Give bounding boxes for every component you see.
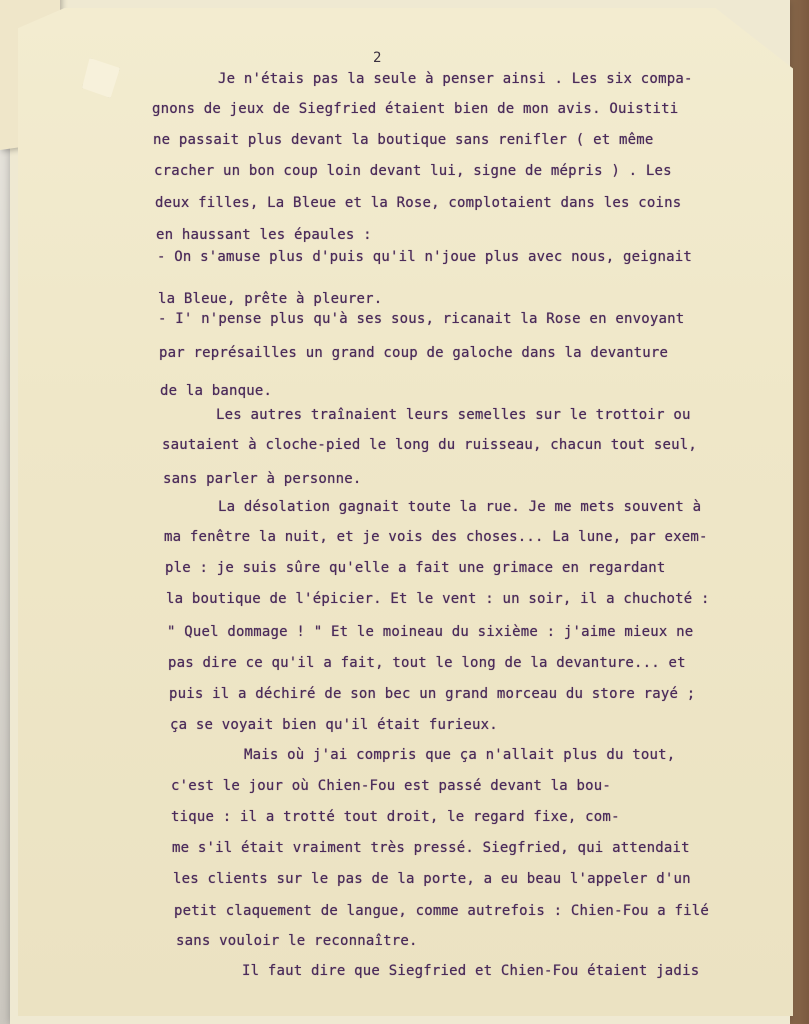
text-line: tique : il a trotté tout droit, le regard fixe, com- <box>171 809 620 825</box>
text-line: c'est le jour où Chien-Fou est passé devant la bou- <box>171 778 612 794</box>
text-line: les clients sur le pas de la porte, a eu beau l'appeler d'un <box>173 871 691 887</box>
text-line: pas dire ce qu'il a fait, tout le long de la devanture... et <box>168 655 686 671</box>
text-line: ma fenêtre la nuit, et je vois des choses... La lune, par exem- <box>164 529 708 545</box>
text-line: cracher un bon coup loin devant lui, signe de mépris ) . Les <box>154 163 672 179</box>
text-line: ne passait plus devant la boutique sans renifler ( et même <box>153 132 654 148</box>
text-line: " Quel dommage ! " Et le moineau du sixième : j'aime mieux ne <box>167 624 694 640</box>
text-line: - I' n'pense plus qu'à ses sous, ricanait la Rose en envoyant <box>158 311 685 327</box>
text-line: sans vouloir le reconnaître. <box>176 933 418 949</box>
text-line: - On s'amuse plus d'puis qu'il n'joue plus avec nous, geignait <box>157 249 692 265</box>
text-line: par représailles un grand coup de galoche dans la devanture <box>159 345 669 361</box>
text-line: sautaient à cloche-pied le long du ruisseau, chacun tout seul, <box>162 437 697 453</box>
text-line: de la banque. <box>160 383 273 399</box>
text-line: la Bleue, prête à pleurer. <box>158 291 383 307</box>
text-line: Il faut dire que Siegfried et Chien-Fou étaient jadis <box>242 963 700 979</box>
text-line: Les autres traînaient leurs semelles sur le trottoir ou <box>216 407 691 423</box>
text-line: puis il a déchiré de son bec un grand morceau du store rayé ; <box>169 686 696 702</box>
text-line: ple : je suis sûre qu'elle a fait une grimace en regardant <box>165 560 666 576</box>
text-line: petit claquement de langue, comme autrefois : Chien-Fou a filé <box>174 903 709 919</box>
text-line: me s'il était vraiment très pressé. Siegfried, qui attendait <box>172 840 690 856</box>
text-line: en haussant les épaules : <box>156 227 372 243</box>
text-line: ça se voyait bien qu'il était furieux. <box>170 717 498 733</box>
text-line: Je n'étais pas la seule à penser ainsi . Les six compa- <box>218 71 693 87</box>
text-line: sans parler à personne. <box>163 471 362 487</box>
page-number: 2 <box>373 50 382 66</box>
text-line: La désolation gagnait toute la rue. Je me mets souvent à <box>218 499 702 515</box>
text-line: gnons de jeux de Siegfried étaient bien de mon avis. Ouistiti <box>152 101 679 117</box>
text-line: la boutique de l'épicier. Et le vent : un soir, il a chuchoté : <box>166 591 710 607</box>
text-line: deux filles, La Bleue et la Rose, complotaient dans les coins <box>155 195 682 211</box>
text-line: Mais où j'ai compris que ça n'allait plus du tout, <box>244 747 676 763</box>
